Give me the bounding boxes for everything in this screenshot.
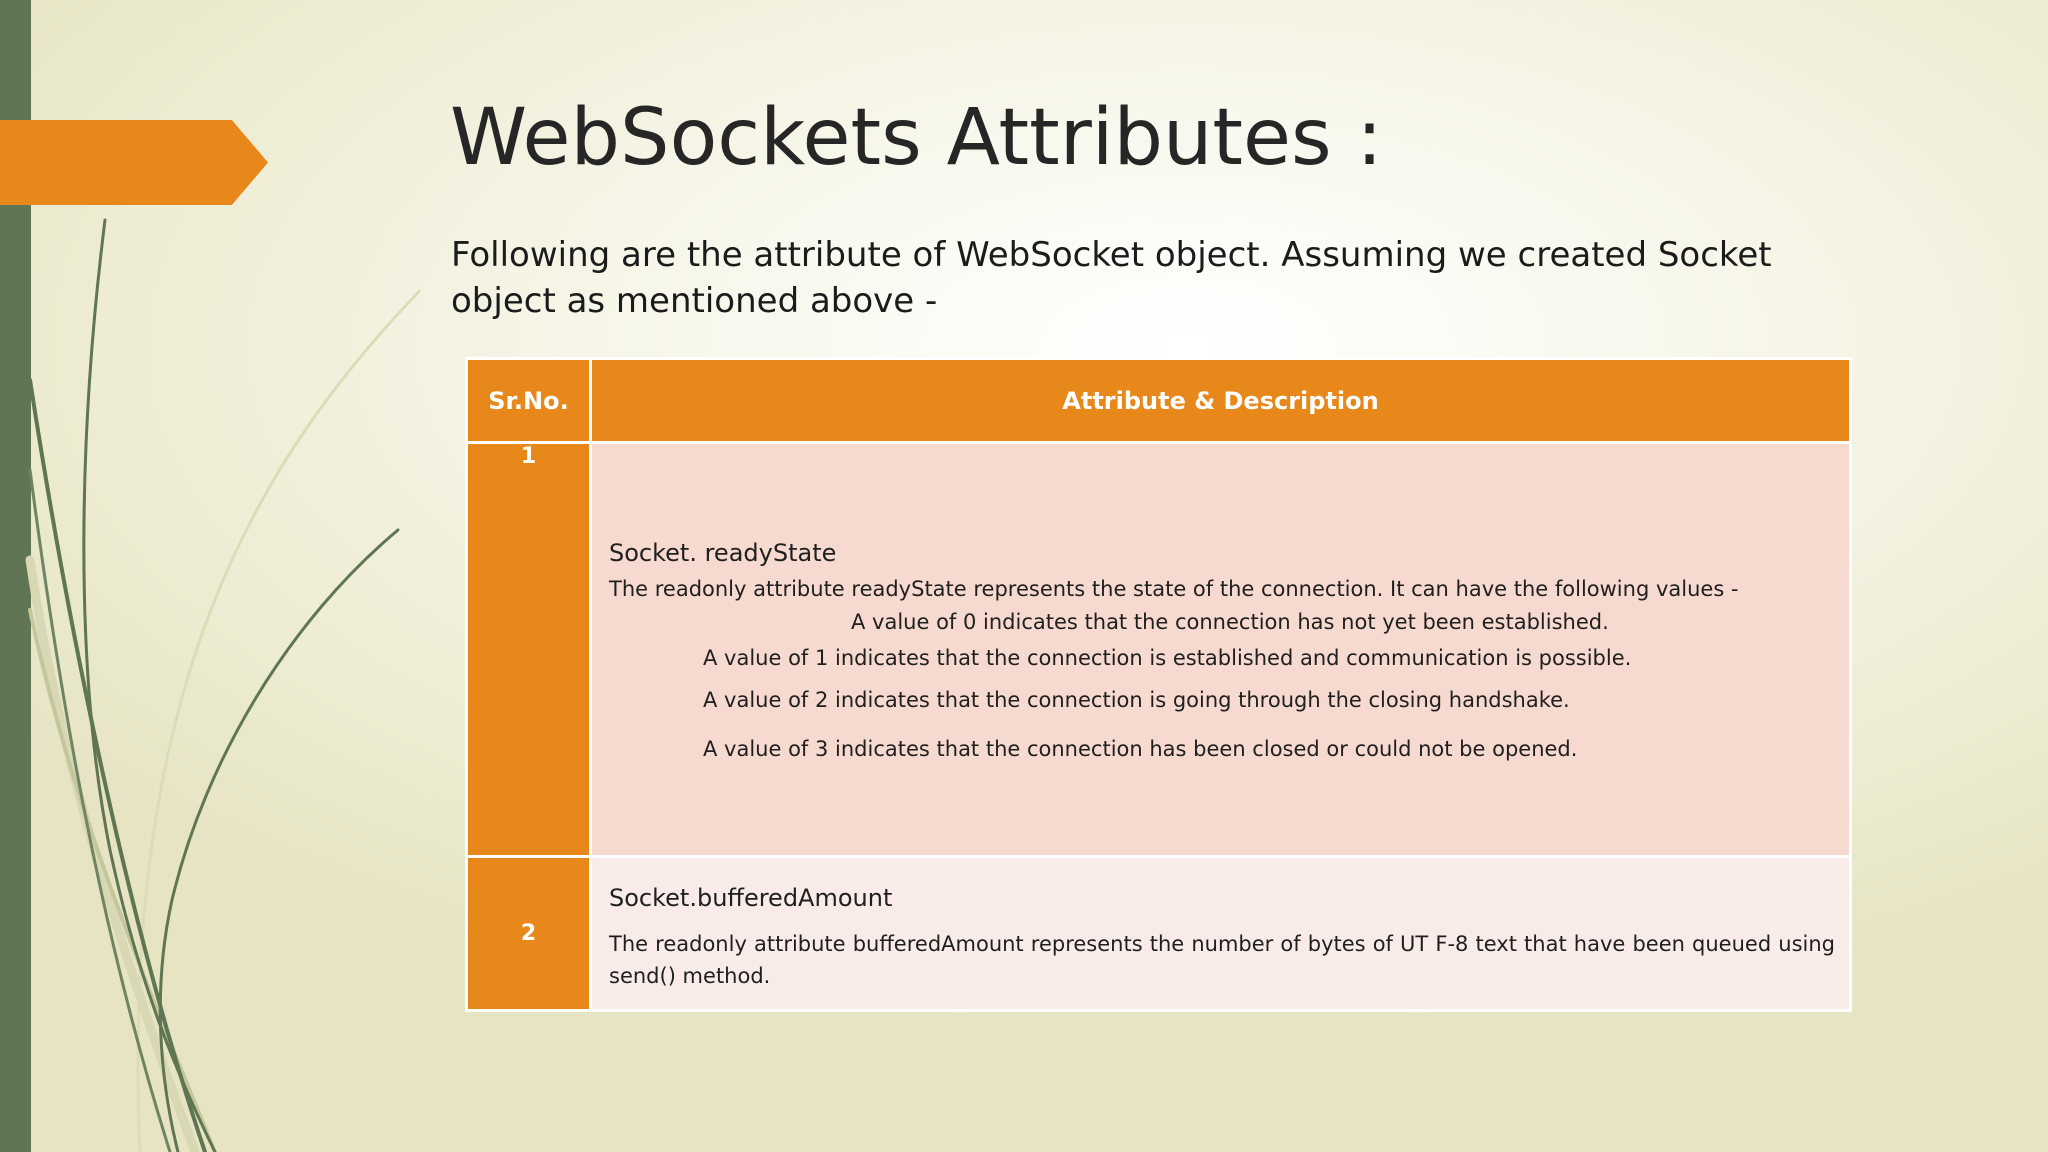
header-attribute-description: Attribute & Description	[591, 359, 1851, 443]
table-header-row	[467, 359, 1851, 443]
value-item-3: A value of 3 indicates that the connection has been closed or could not be opened.	[703, 737, 1578, 761]
attribute-name: Socket. readyState	[609, 539, 837, 567]
attribute-name: Socket.bufferedAmount	[609, 884, 893, 912]
row-description-cell	[591, 443, 1851, 857]
attributes-table	[465, 357, 1852, 1012]
intro-text: Following are the attribute of WebSocket object. Assuming we created Socket object as mentioned above -	[451, 235, 1772, 321]
value-item-2: A value of 2 indicates that the connection is going through the closing handshake.	[703, 688, 1570, 712]
value-item-0: A value of 0 indicates that the connection has not yet been established.	[851, 610, 1609, 634]
value-item-1: A value of 1 indicates that the connection is established and communication is possible.	[703, 646, 1632, 670]
attribute-description: The readonly attribute bufferedAmount represents the number of bytes of UT F-8 text that have been queued using send() method.	[609, 932, 1835, 988]
orange-arrow-tab	[0, 120, 268, 205]
row-number: 1	[467, 443, 591, 857]
table-row	[467, 857, 1851, 1011]
header-sr-no: Sr.No.	[467, 359, 591, 443]
row-number: 2	[467, 857, 591, 1011]
slide-title: WebSockets Attributes :	[450, 93, 1383, 183]
row-description-cell	[591, 857, 1851, 1011]
attribute-description: The readonly attribute readyState represents the state of the connection. It can have the following values -	[609, 577, 1739, 601]
table-row	[467, 443, 1851, 857]
